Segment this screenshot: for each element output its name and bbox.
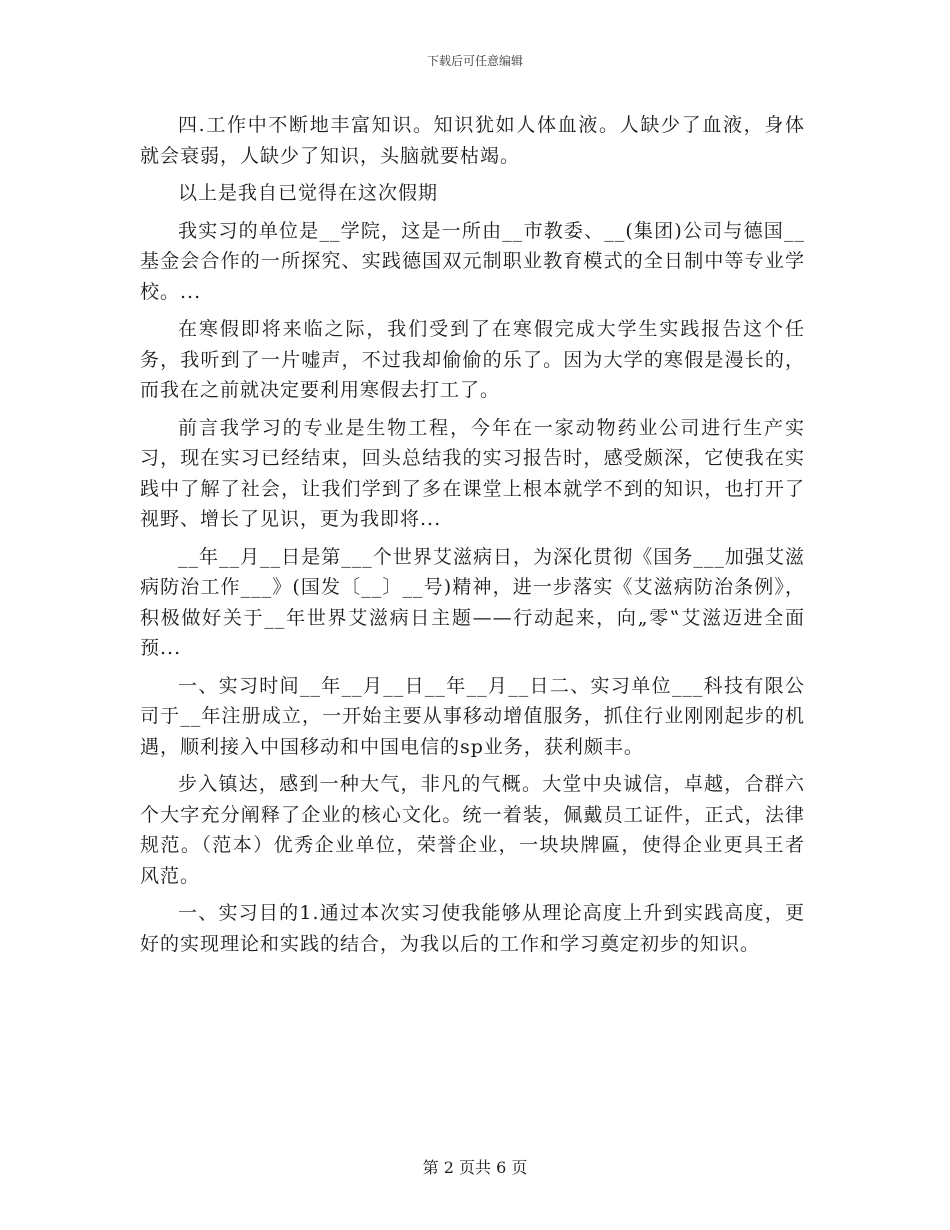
document-body <box>140 110 805 966</box>
paragraph-9: 一、实习目的1.通过本次实习使我能够从理论高度上升到实践高度，更好的实现理论和实践的结合，为我以后的工作和学习奠定初步的知识。 <box>140 902 805 955</box>
paragraph-2: 以上是我自已觉得在这次假期 <box>178 182 439 204</box>
paragraph-3: 我实习的单位是__学院，这是一所由__市教委、__(集团)公司与德国__基金会合作的一所探究、实践德国双元制职业教育模式的全日制中等专业学校。... <box>140 219 805 303</box>
paragraph-4: 在寒假即将来临之际，我们受到了在寒假完成大学生实践报告这个任务，我听到了一片嘘声，不过我却偷偷的乐了。因为大学的寒假是漫长的，而我在之前就决定要利用寒假去打工了。 <box>140 318 805 401</box>
paragraph-7: 一、实习时间__年__月__日__年__月__日二、实习单位___科技有限公司于__年注册成立，一开始主要从事移动增值服务，抓住行业刚刚起步的机遇，顺利接入中国移动和中国电信的sp业务，获利颇丰。 <box>140 674 805 758</box>
paragraph-5: 前言我学习的专业是生物工程，今年在一家动物药业公司进行生产实习，现在实习已经结束，回头总结我的实习报告时，感受颇深，它使我在实践中了解了社会，让我们学到了多在课堂上根本就学不到的知识，也打开了视野、增长了见识，更为我即将... <box>140 416 805 530</box>
page-header: 下载后可任意编辑 <box>426 54 523 68</box>
paragraph-8: 步入镇达，感到一种大气，非凡的气概。大堂中央诚信，卓越，合群六个大字充分阐释了企业的核心文化。统一着装，佩戴员工证件，正式，法律规范。（范本）优秀企业单位，荣誉企业，一块块牌匾，使得企业更具王者风范。 <box>140 773 805 887</box>
page-footer: 第 2 页共 6 页 <box>422 1158 528 1177</box>
paragraph-6: __年__月__日是第___个世界艾滋病日，为深化贯彻《国务___加强艾滋病防治工作___》(国发〔__〕__号)精神，进一步落实《艾滋病防治条例》，积极做好关于__年世界艾滋病日主题——行动起来，向„零‟艾滋迈进全面预... <box>140 545 805 659</box>
paragraph-1: 四.工作中不断地丰富知识。知识犹如人体血液。人缺少了血液，身体就会衰弱，人缺少了知识，头脑就要枯竭。 <box>140 114 805 167</box>
